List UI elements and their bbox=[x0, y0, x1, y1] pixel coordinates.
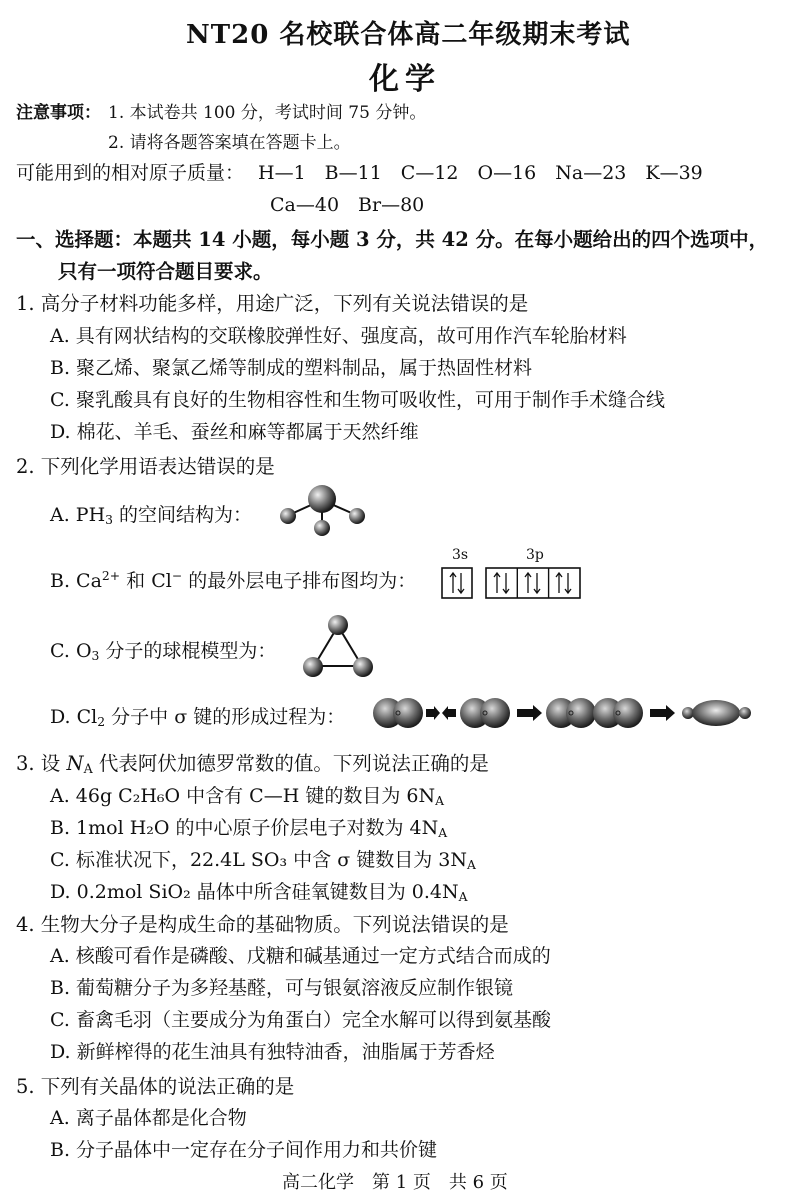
q4-option-b: B. 葡萄糖分子为多羟基醛，可与银氨溶液反应制作银镜 bbox=[50, 977, 514, 999]
section-heading-line-2: 只有一项符合题目要求。 bbox=[58, 260, 273, 283]
q4-option-d: D. 新鲜榨得的花生油具有独特油香，油脂属于芳香烃 bbox=[50, 1041, 495, 1063]
q2-option-c: C. $O_3$ 分子的球棍模型为： bbox=[50, 640, 277, 664]
q2-stem: 2. 下列化学用语表达错误的是 bbox=[16, 455, 275, 478]
ph3-structure-figure bbox=[272, 480, 374, 542]
q1-option-c: C. 聚乳酸具有良好的生物相容性和生物可吸收性，可用于制作手术缝合线 bbox=[50, 389, 665, 411]
page-footer: 高二化学 第 1 页 共 6 页 bbox=[282, 1172, 508, 1193]
subject-title: 化学 bbox=[369, 62, 441, 97]
cl2-sigma-bond-figure bbox=[372, 694, 756, 732]
notes-label: 注意事项： bbox=[16, 103, 101, 123]
q4-option-a: A. 核酸可看作是磷酸、戊糖和碱基通过一定方式结合而成的 bbox=[50, 945, 551, 967]
q3-option-a: A. 46g C₂H₆O 中含有 C—H 键的数目为 $6N_A$ bbox=[50, 785, 444, 809]
atomic-mass-line-1: H—1 B—11 C—12 O—16 Na—23 K—39 bbox=[258, 162, 703, 184]
q5-stem: 5. 下列有关晶体的说法正确的是 bbox=[16, 1075, 295, 1098]
q5-option-a: A. 离子晶体都是化合物 bbox=[50, 1107, 247, 1129]
q4-stem: 4. 生物大分子是构成生命的基础物质。下列说法错误的是 bbox=[16, 913, 509, 936]
q1-option-b: B. 聚乙烯、聚氯乙烯等制成的塑料制品，属于热固性材料 bbox=[50, 357, 533, 379]
q2-option-d: D. $Cl_2$ 分子中 σ 键的形成过程为： bbox=[50, 706, 346, 730]
exam-title: NT20 名校联合体高二年级期末考试 bbox=[186, 20, 631, 50]
q3-stem: 3. 设 $N_A$ 代表阿伏加德罗常数的值。下列说法正确的是 bbox=[16, 752, 489, 777]
q3-option-b: B. 1mol H₂O 的中心原子价层电子对数为 $4N_A$ bbox=[50, 817, 448, 841]
q4-option-c: C. 畜禽毛羽（主要成分为角蛋白）完全水解可以得到氨基酸 bbox=[50, 1009, 551, 1031]
q1-stem: 1. 高分子材料功能多样，用途广泛，下列有关说法错误的是 bbox=[16, 292, 529, 315]
atomic-mass-label: 可能用到的相对原子质量： bbox=[16, 162, 245, 184]
o3-ball-stick-figure bbox=[300, 610, 376, 682]
atomic-mass-line-2: Ca—40 Br—80 bbox=[270, 194, 425, 216]
q5-option-b: B. 分子晶体中一定存在分子间作用力和共价键 bbox=[50, 1139, 438, 1161]
q3-option-c: C. 标准状况下，22.4L SO₃ 中含 σ 键数目为 $3N_A$ bbox=[50, 849, 476, 873]
orbital-diagram-figure bbox=[440, 566, 582, 600]
q3-option-d: D. 0.2mol SiO₂ 晶体中所含硅氧键数目为 $0.4N_A$ bbox=[50, 881, 468, 905]
notes-item-1: 1. 本试卷共 100 分，考试时间 75 分钟。 bbox=[108, 103, 427, 123]
q2-option-a: A. $PH_3$ 的空间结构为： bbox=[50, 504, 253, 528]
notes-item-2: 2. 请将各题答案填在答题卡上。 bbox=[108, 133, 351, 153]
q1-option-a: A. 具有网状结构的交联橡胶弹性好、强度高，故可用作汽车轮胎材料 bbox=[50, 325, 627, 347]
q2-option-b: B. $Ca^{2+}$ 和 Cl− 的最外层电子排布图均为： bbox=[50, 569, 417, 592]
q1-option-d: D. 棉花、羊毛、蚕丝和麻等都属于天然纤维 bbox=[50, 421, 419, 443]
section-heading-line-1: 一、选择题：本题共 14 小题，每小题 3 分，共 42 分。在每小题给出的四个选项中， bbox=[16, 228, 769, 251]
orbital-label-3p: 3p bbox=[526, 547, 544, 563]
orbital-label-3s: 3s bbox=[452, 547, 469, 563]
